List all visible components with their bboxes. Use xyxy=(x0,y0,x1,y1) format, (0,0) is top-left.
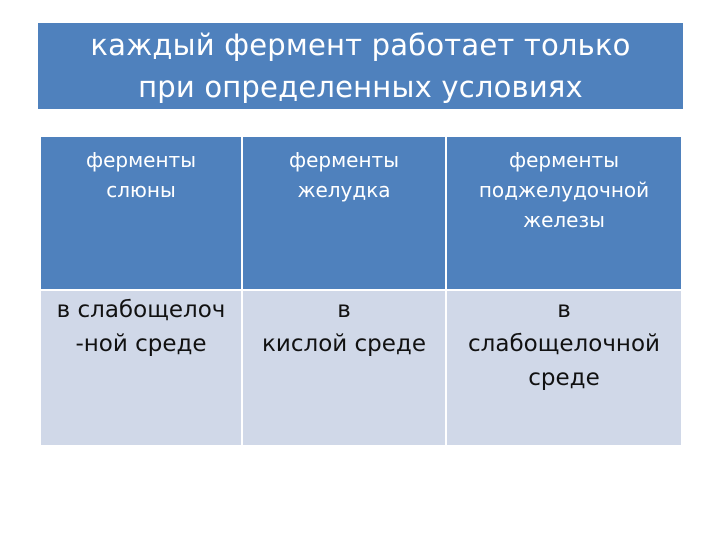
table-row xyxy=(40,290,682,446)
header-cell-text: железы xyxy=(523,208,605,232)
cell-text: кислой среде xyxy=(262,331,426,357)
header-cell-text: слюны xyxy=(106,178,176,202)
header-cell-text: ферменты xyxy=(508,148,619,172)
cell-text: среде xyxy=(528,365,600,391)
cell-saliva-condition xyxy=(40,290,242,446)
header-cell-text: ферменты xyxy=(85,148,196,172)
header-cell-text: желудка xyxy=(297,178,391,202)
enzyme-conditions-table xyxy=(39,135,683,447)
slide-title-line-2: при определенных условиях xyxy=(138,70,583,104)
slide-title xyxy=(38,23,683,109)
header-cell-text: ферменты xyxy=(288,148,399,172)
cell-pancreas-condition xyxy=(446,290,682,446)
slide-title-line-1: каждый фермент работает только xyxy=(90,28,631,62)
header-cell-stomach-enzymes xyxy=(242,136,446,290)
cell-text: слабощелочной xyxy=(468,331,660,357)
cell-text: в xyxy=(337,297,351,323)
header-cell-pancreas-enzymes xyxy=(446,136,682,290)
header-cell-text: поджелудочной xyxy=(478,178,650,202)
table-header-row xyxy=(40,136,682,290)
cell-text: -ной среде xyxy=(75,331,207,357)
cell-stomach-condition xyxy=(242,290,446,446)
cell-text: в слабощелоч xyxy=(56,297,226,323)
cell-text: в xyxy=(557,297,571,323)
header-cell-saliva-enzymes xyxy=(40,136,242,290)
